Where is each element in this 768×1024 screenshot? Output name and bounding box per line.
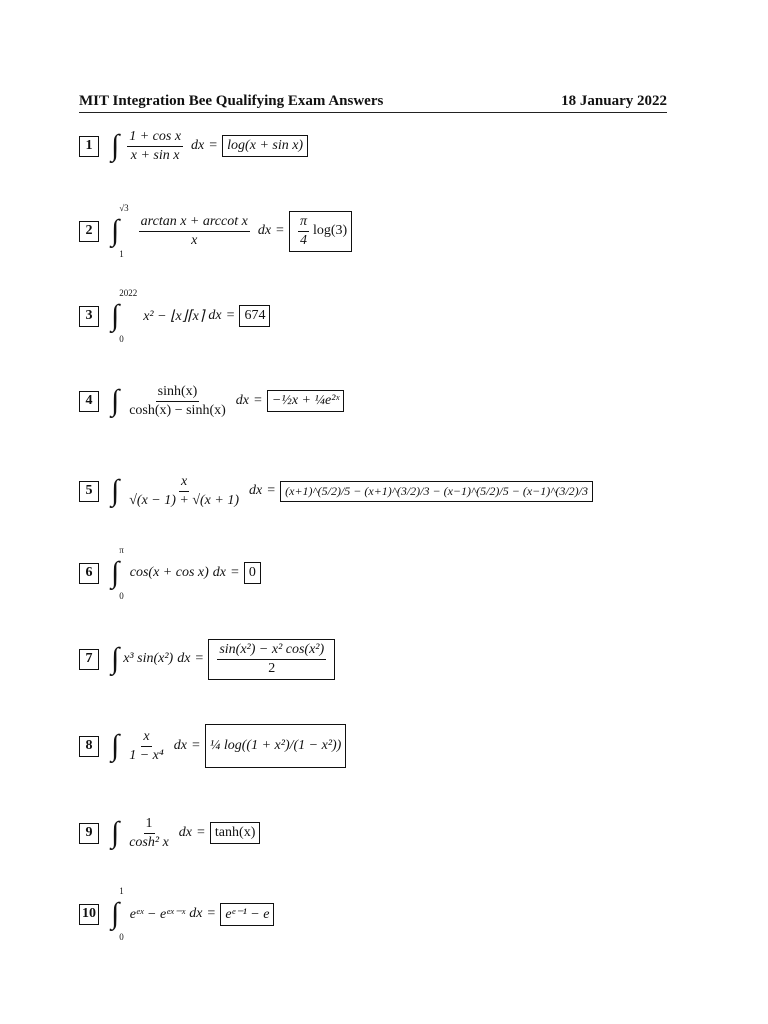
integrand-fraction [127,129,183,164]
integrand: cos(x + cos x) [129,565,209,580]
differential: dx [235,393,249,408]
numerator: 1 [144,816,155,834]
integral-sign: ∫ [111,556,120,589]
integral-sign: ∫ [111,299,120,332]
answer-box [208,639,335,680]
denominator: cosh(x) − sinh(x) [129,402,226,418]
differential: dx [178,825,193,840]
problem-number: 1 [79,136,99,157]
answer-fraction [217,642,326,677]
integrand-fraction [127,729,166,764]
numerator: sinh(x) [156,384,200,402]
problem-6 [79,545,261,601]
numerator: 1 + cos x [127,129,183,147]
differential: dx [249,483,263,498]
problem-2 [79,203,352,259]
integrand-fraction [139,214,250,249]
equals-sign: = [267,483,276,498]
upper-limit: 2022 [119,288,138,298]
integral-limits [119,886,124,942]
denominator: x + sin x [130,147,180,163]
integral-limits [119,545,124,601]
differential: dx [208,308,222,323]
equals-sign: = [276,223,284,238]
problem-number: 4 [79,391,99,412]
problem-8 [79,726,346,766]
answer-box: ¼ log((1 + x²)/(1 − x²)) [205,724,346,768]
answer-box: 674 [239,305,270,327]
problem-number: 7 [79,649,99,670]
problem-number: 10 [79,904,99,925]
lower-limit: 0 [119,334,124,344]
lower-limit: 0 [119,591,124,601]
answer-box: −½x + ¼e²ˣ [267,390,344,412]
integrand: x² − ⌊x⌋⌈x⌉ [143,308,205,324]
upper-limit: √3 [119,203,129,213]
integral-sign: ∫ [111,642,120,675]
answer-numerator: sin(x²) − x² cos(x²) [217,642,326,660]
integrand-fraction [127,384,228,419]
upper-limit: 1 [119,886,124,896]
denominator: √(x − 1) + √(x + 1) [129,492,240,508]
page-title: MIT Integration Bee Qualifying Exam Answers [79,93,384,109]
differential: dx [189,906,203,921]
integral-sign: ∫ [111,214,120,247]
answer-box: tanh(x) [210,822,260,844]
answer-box [289,211,352,252]
equals-sign: = [207,906,216,921]
page-header [79,93,667,113]
denominator: 1 − x⁴ [129,747,164,763]
answer-denominator: 4 [299,232,307,248]
problem-number: 9 [79,823,99,844]
equals-sign: = [226,308,235,323]
integral-limits [119,288,137,344]
numerator: x [141,729,151,747]
integrand: x³ sin(x²) [123,651,174,666]
problem-number: 8 [79,736,99,757]
integral-sign: ∫ [111,474,120,507]
numerator: x [179,474,189,492]
answer-fraction [298,214,309,249]
answer-box: 0 [244,562,261,584]
integral-sign: ∫ [111,729,120,762]
equals-sign: = [209,138,218,153]
answer-rest: log(3) [312,223,348,238]
integrand: eᵉˣ − eᵉˣ⁻ˣ [129,906,186,922]
problem-number: 3 [79,306,99,327]
page-date: 18 January 2022 [561,93,667,109]
equals-sign: = [253,393,262,408]
equals-sign: = [231,565,239,580]
problem-7 [79,639,335,679]
upper-limit: π [119,545,124,555]
answer-box: (x+1)^(5/2)/5 − (x+1)^(3/2)/3 − (x−1)^(5/2)/5 − (x−1)^(3/2)/3 [280,481,593,502]
equals-sign: = [197,825,205,840]
answer-denominator: 2 [268,660,276,676]
integral-sign: ∫ [111,897,120,930]
problem-9 [79,813,260,853]
lower-limit: 1 [119,249,124,259]
problem-1 [79,126,308,166]
problem-3 [79,288,270,344]
integral-sign: ∫ [111,129,120,162]
answer-numerator: π [298,214,309,232]
numerator: arctan x + arccot x [139,214,250,232]
integrand-fraction [127,474,241,509]
problem-number: 6 [79,563,99,584]
integral-sign: ∫ [111,384,120,417]
problem-10 [79,886,274,942]
differential: dx [173,738,187,753]
problem-4 [79,381,344,421]
answer-box: eᵉ⁻¹ − e [220,903,274,926]
differential: dx [212,565,227,580]
differential: dx [257,223,272,238]
equals-sign: = [195,651,204,666]
equals-sign: = [191,738,200,753]
answer-box: log(x + sin x) [222,135,308,157]
problem-5 [79,471,593,511]
integral-limits [119,203,128,259]
lower-limit: 0 [119,932,124,942]
integrand-fraction [127,816,171,851]
differential: dx [177,651,191,666]
integral-sign: ∫ [111,816,120,849]
problem-number: 2 [79,221,99,242]
differential: dx [191,138,205,153]
denominator: x [191,232,198,248]
denominator: cosh² x [129,834,169,850]
problem-number: 5 [79,481,99,502]
